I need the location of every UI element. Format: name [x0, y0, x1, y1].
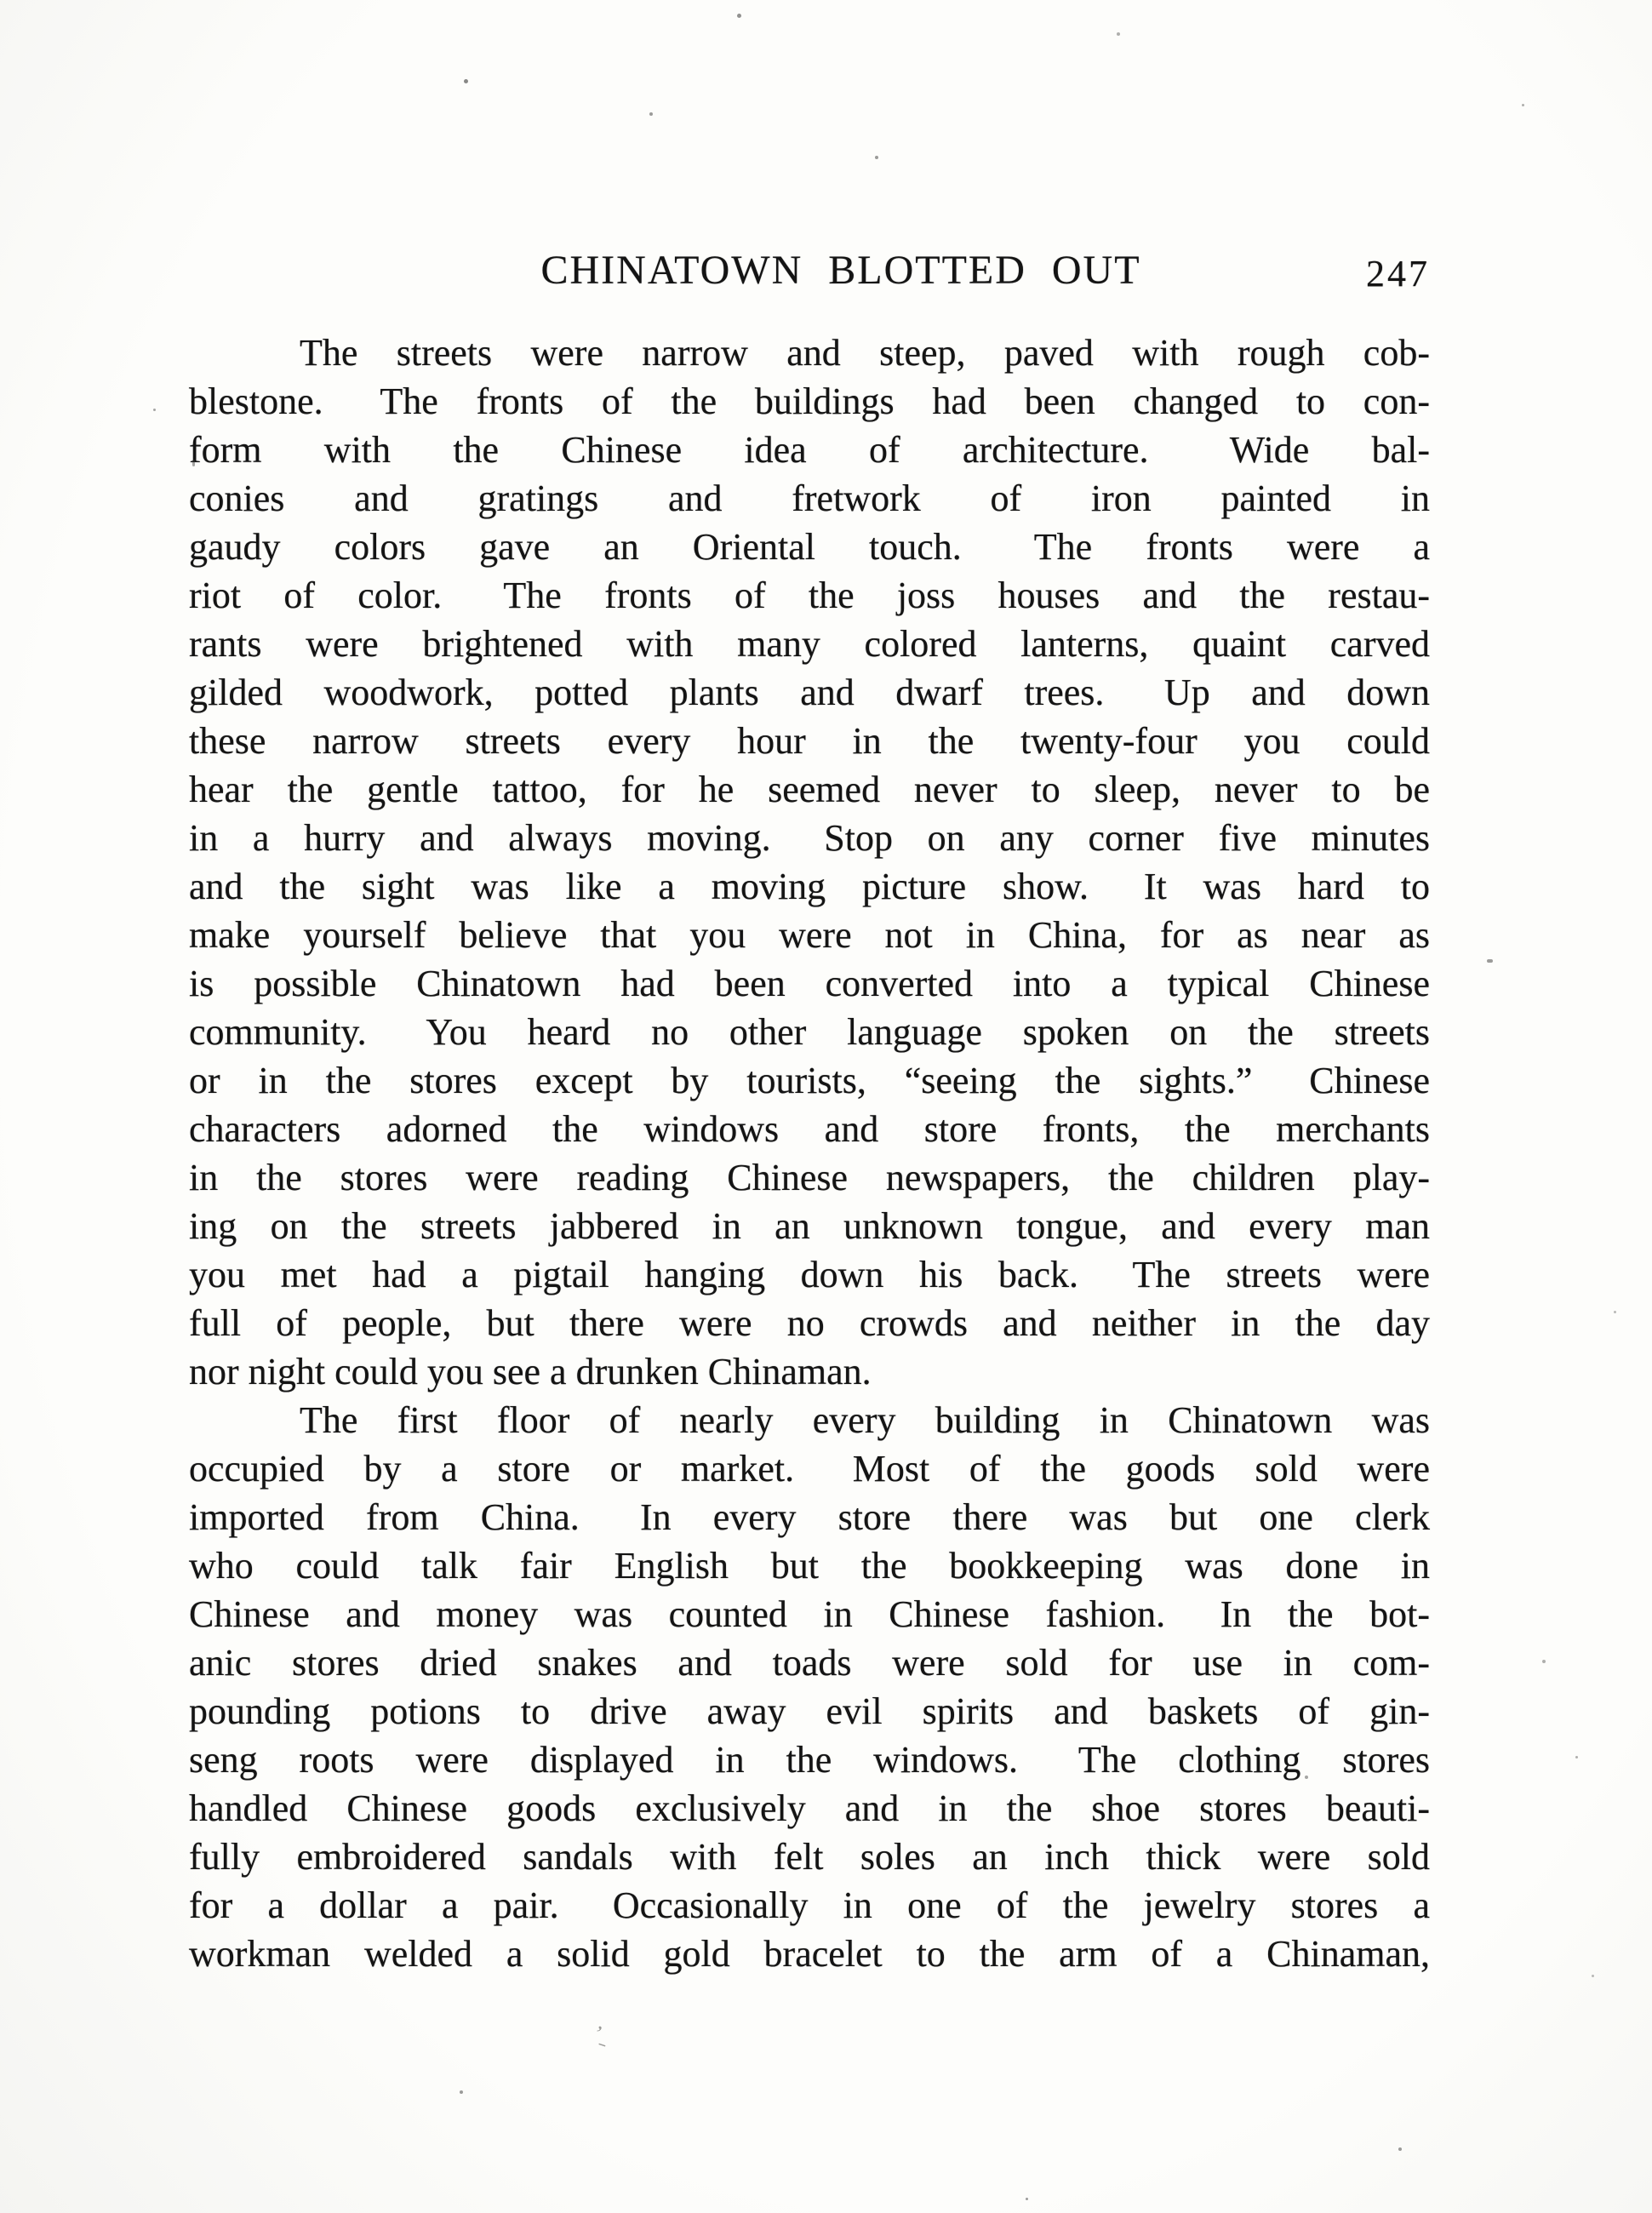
text-line: is possible Chinatown had been converted into a typical Chinese: [189, 963, 1430, 1004]
text-line: form with the Chinese idea of architecture. Wide bal-: [189, 429, 1430, 471]
page-header: [189, 249, 1430, 300]
body-text: [189, 329, 1430, 1978]
scan-speck: [1542, 1660, 1546, 1663]
text-line: occupied by a store or market. Most of the goods sold were: [189, 1448, 1430, 1490]
text-line: who could talk fair English but the bookkeeping was done in: [189, 1545, 1430, 1587]
scan-speck: [460, 2090, 463, 2094]
scan-mark: ’ˍ: [591, 2021, 613, 2049]
scan-speck: [153, 409, 156, 411]
scan-speck: [1117, 32, 1120, 36]
scan-speck: [1398, 2147, 1402, 2151]
text-line: riot of color. The fronts of the joss houses and the restau-: [189, 575, 1430, 616]
text-line: pounding potions to drive away evil spirits and baskets of gin-: [189, 1690, 1430, 1732]
text-line: Chinese and money was counted in Chinese fashion. In the bot-: [189, 1593, 1430, 1635]
text-line: nor night could you see a drunken Chinaman.: [189, 1351, 872, 1392]
text-line: characters adorned the windows and store fronts, the merchants: [189, 1108, 1430, 1150]
text-line: imported from China. In every store there was but one clerk: [189, 1496, 1430, 1538]
text-line: handled Chinese goods exclusively and in the shoe stores beauti-: [189, 1787, 1430, 1829]
text-line: The first floor of nearly every building in Chinatown was: [300, 1399, 1430, 1441]
scan-speck: [1026, 2198, 1028, 2200]
text-line: seng roots were displayed in the windows. The clothing stores: [189, 1739, 1430, 1781]
scan-speck: [875, 156, 878, 159]
text-line: full of people, but there were no crowds and neither in the day: [189, 1302, 1430, 1344]
scan-speck: [464, 79, 468, 83]
chapter-title: CHINATOWN BLOTTED OUT: [540, 248, 1141, 293]
text-line: blestone. The fronts of the buildings had been changed to con-: [189, 380, 1430, 422]
text-line: in the stores were reading Chinese newspapers, the children play-: [189, 1157, 1430, 1198]
scan-speck: [1522, 104, 1524, 106]
text-line: gilded woodwork, potted plants and dwarf trees. Up and down: [189, 672, 1430, 713]
text-line: these narrow streets every hour in the twenty-four you could: [189, 720, 1430, 762]
scan-speck: [1487, 959, 1493, 963]
text-line: make yourself believe that you were not in China, for as near as: [189, 914, 1430, 956]
text-line: fully embroidered sandals with felt soles an inch thick were sold: [189, 1836, 1430, 1878]
scan-speck: [1614, 1311, 1616, 1313]
text-line: workman welded a solid gold bracelet to the arm of a Chinaman,: [189, 1933, 1430, 1975]
text-line: hear the gentle tattoo, for he seemed never to sleep, never to be: [189, 769, 1430, 810]
text-line: conies and gratings and fretwork of iron painted in: [189, 477, 1430, 519]
text-line: in a hurry and always moving. Stop on any corner five minutes: [189, 817, 1430, 859]
text-line: gaudy colors gave an Oriental touch. The fronts were a: [189, 526, 1430, 568]
scan-speck: [1575, 1756, 1578, 1758]
text-line: for a dollar a pair. Occasionally in one of the jewelry stores a: [189, 1884, 1430, 1926]
text-line: rants were brightened with many colored lanterns, quaint carved: [189, 623, 1430, 665]
page-number: 247: [1366, 253, 1430, 294]
text-line: you met had a pigtail hanging down his back. The streets were: [189, 1254, 1430, 1295]
text-line: The streets were narrow and steep, paved with rough cob-: [300, 332, 1430, 374]
scan-speck: [737, 14, 741, 18]
scan-speck: [1592, 1975, 1594, 1977]
text-line: anic stores dried snakes and toads were sold for use in com-: [189, 1642, 1430, 1684]
text-line: community. You heard no other language spoken on the streets: [189, 1011, 1430, 1053]
text-line: and the sight was like a moving picture show. It was hard to: [189, 866, 1430, 907]
text-line: or in the stores except by tourists, “seeing the sights.” Chinese: [189, 1060, 1430, 1101]
scan-speck: [649, 112, 653, 116]
text-line: ing on the streets jabbered in an unknown tongue, and every man: [189, 1205, 1430, 1247]
